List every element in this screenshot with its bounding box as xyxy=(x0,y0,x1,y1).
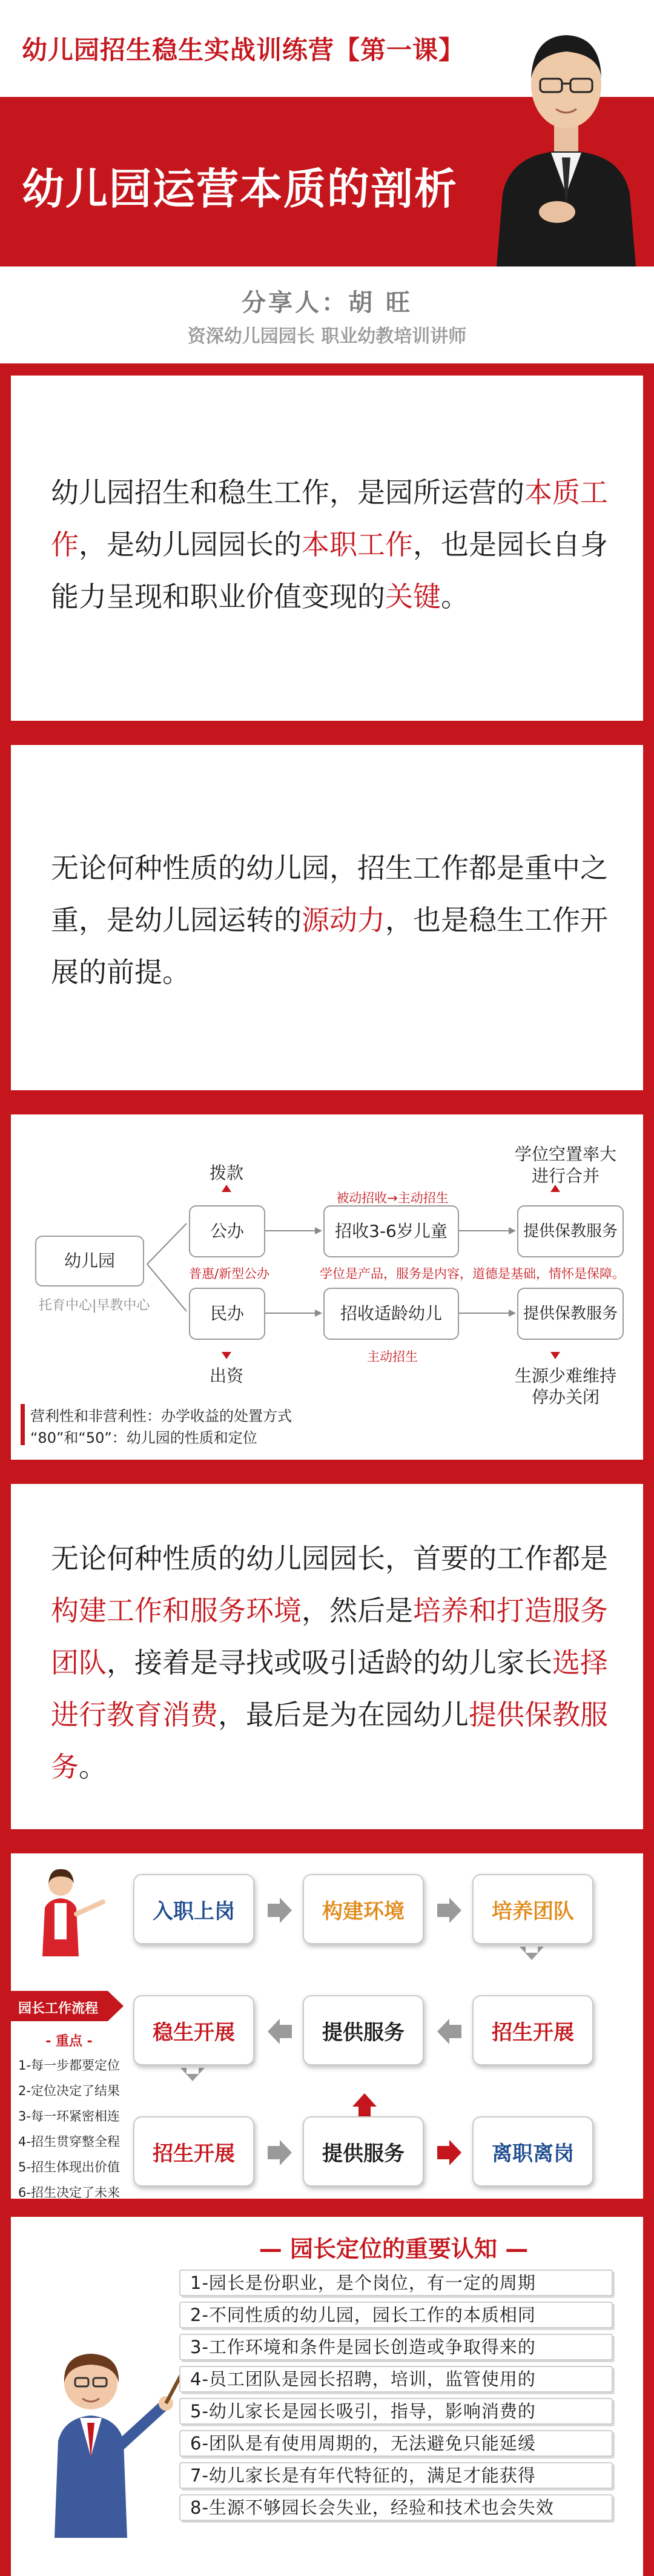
speaker-name: 分享人：胡 旺 xyxy=(242,289,412,317)
recognition-item: 7-幼儿家长是有年代特征的，满足才能获得 xyxy=(179,2462,613,2489)
funding-top-label: 拨款 xyxy=(209,1163,243,1183)
step-provide-service-2: 提供服务 xyxy=(303,2116,424,2187)
intro-text-2 xyxy=(51,842,608,998)
key-point: 4-招生贯穿整全程 xyxy=(18,2134,120,2149)
highlight-text: 本质工作 xyxy=(51,476,608,561)
text-run: ，最后是为在园幼儿 xyxy=(218,1698,469,1731)
recognition-item: 8-生源不够园长会失业，经验和技术也会失效 xyxy=(179,2494,613,2521)
merge-note: 进行合并 xyxy=(531,1166,600,1186)
page-title: 幼儿园运营本质的剖析 xyxy=(22,164,458,214)
closure-note: 停办关闭 xyxy=(531,1387,600,1407)
service-top-node: 提供保教服务 xyxy=(517,1205,624,1257)
funding-bottom-label: 出资 xyxy=(209,1366,243,1386)
recruit-private-node: 招收适龄幼儿 xyxy=(323,1288,459,1340)
passive-to-active-note: 被动招收→主动招生 xyxy=(336,1191,449,1205)
intro-text-1 xyxy=(51,466,608,623)
speaker-role: 资深幼儿园园长 职业幼教培训讲师 xyxy=(187,326,467,347)
recognition-item: 5-幼儿家长是园长吸引，指导，影响消费的 xyxy=(179,2398,613,2425)
text-run: 无论何种性质的幼儿园园长，首要的工作都是 xyxy=(51,1542,608,1575)
product-service-note: 学位是产品，服务是内容，道德是基础，情怀是保障。 xyxy=(320,1266,625,1281)
recognition-item: 4-员工团队是园长招聘，培训，监管使用的 xyxy=(179,2366,613,2392)
text-run: ，然后是 xyxy=(302,1594,413,1627)
principal-work-card xyxy=(11,1484,643,1829)
vacancy-note: 学位空置率大 xyxy=(514,1144,616,1164)
highlight-text: 提供保教服务 xyxy=(51,1698,608,1783)
text-run: 。 xyxy=(79,1750,107,1783)
highlight-text: 培养和打造服务团队 xyxy=(51,1594,608,1679)
recognition-item: 2-不同性质的幼儿园，园长工作的本质相同 xyxy=(179,2302,613,2328)
kindergarten-sub: 托育中心|早教中心 xyxy=(39,1298,150,1313)
step-enrollment-2: 招生开展 xyxy=(133,2116,254,2187)
key-point: 5-招生体现出价值 xyxy=(18,2160,120,2174)
text-run: ，是幼儿园园长的 xyxy=(79,528,302,561)
highlight-text: 关键 xyxy=(385,580,441,613)
intro-card-2 xyxy=(11,745,643,1090)
service-bottom-node: 提供保教服务 xyxy=(517,1288,624,1340)
intro-card-1 xyxy=(11,376,643,721)
recognition-item: 3-工作环境和条件是园长创造或争取得来的 xyxy=(179,2334,613,2360)
nature-note: “80”和“50”：幼儿园的性质和定位 xyxy=(30,1429,257,1446)
text-run: ，也是稳生工作开展的前提。 xyxy=(51,904,608,988)
teacher-figure xyxy=(24,2338,188,2538)
key-point: 2-定位决定了结果 xyxy=(18,2084,120,2098)
key-point: 6-招生决定了未来 xyxy=(18,2185,120,2200)
header xyxy=(0,0,654,363)
public-node: 公办 xyxy=(189,1205,265,1257)
private-node: 民办 xyxy=(189,1288,265,1340)
key-point: 3-每一环紧密相连 xyxy=(18,2109,120,2124)
note-bar xyxy=(21,1404,25,1445)
key-points-title: - 重点 - xyxy=(45,2034,93,2049)
process-tag: 园长工作流程 xyxy=(18,2001,99,2016)
text-run: ，接着是寻找或吸引适龄的幼儿家长 xyxy=(107,1646,552,1679)
course-tag: 幼儿园招生稳生实战训练营【第一课】 xyxy=(22,35,465,65)
step-resign: 离职离岗 xyxy=(472,2116,593,2187)
low-enrollment-note: 生源少难维持 xyxy=(514,1366,616,1386)
highlight-text: 选择进行教育消费 xyxy=(51,1646,608,1731)
text-run: 无论何种性质的幼儿园，招生工作都是重中之重，是幼儿园运转的 xyxy=(51,852,608,936)
kindergarten-node: 幼儿园 xyxy=(35,1236,144,1286)
step-build-environment: 构建环境 xyxy=(303,1874,424,1944)
recognition-item: 6-团队是有使用周期的，无法避免只能延缓 xyxy=(179,2430,613,2457)
speaker-photo xyxy=(484,12,648,267)
step-train-team: 培养团队 xyxy=(472,1874,593,1944)
principal-work-text xyxy=(51,1532,608,1793)
text-run: 幼儿园招生和稳生工作，是园所运营的 xyxy=(51,476,524,509)
public-type-note: 普惠/新型公办 xyxy=(189,1266,270,1281)
flow-diagram-card xyxy=(11,1114,643,1460)
recognition-title: — 园长定位的重要认知 — xyxy=(259,2236,529,2262)
profit-note: 营利性和非营利性：办学收益的处置方式 xyxy=(30,1408,292,1425)
highlight-text: 源动力 xyxy=(302,904,385,936)
active-recruit-note: 主动招生 xyxy=(367,1349,418,1364)
step-onboard: 入职上岗 xyxy=(133,1874,254,1944)
step-provide-service: 提供服务 xyxy=(303,1995,424,2065)
recognition-item: 1-园长是份职业，是个岗位，有一定的周期 xyxy=(179,2270,613,2296)
step-enrollment: 招生开展 xyxy=(472,1995,593,2065)
highlight-text: 本职工作 xyxy=(302,528,413,561)
text-run: 。 xyxy=(441,580,469,613)
recruit-public-node: 招收3-6岁儿童 xyxy=(323,1205,459,1257)
step-retention: 稳生开展 xyxy=(133,1995,254,2065)
highlight-text: 构建工作和服务环境 xyxy=(51,1594,302,1627)
key-point: 1-每一步都要定位 xyxy=(18,2058,120,2073)
text-run: ，也是园长自身能力呈现和职业价值变现的 xyxy=(51,528,608,613)
